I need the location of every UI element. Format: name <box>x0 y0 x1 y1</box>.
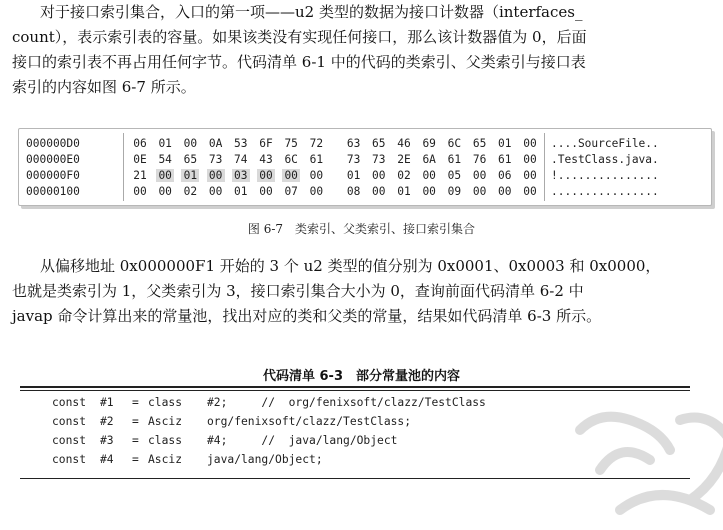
hex-byte: 63 <box>346 137 361 150</box>
hex-byte: 01 <box>397 185 411 198</box>
listing-top-rule <box>20 386 690 388</box>
hex-offset: 00000100 <box>26 185 80 198</box>
code-constant-type: class <box>148 396 183 409</box>
hex-ascii: .TestClass.java. <box>551 153 659 166</box>
hex-dump-figure <box>18 128 712 206</box>
hex-byte: 00 <box>523 137 537 150</box>
hex-byte: 6C <box>447 137 462 150</box>
hex-row <box>19 185 711 201</box>
hex-byte: 09 <box>447 185 462 198</box>
code-constant-index: #1 <box>100 396 114 409</box>
publisher-seal-watermark <box>560 390 723 530</box>
hex-byte: 01 <box>234 185 248 198</box>
hex-byte: 61 <box>447 153 462 166</box>
hex-row <box>19 153 711 169</box>
hex-byte: 53 <box>234 137 248 150</box>
analysis-line: 也就是类索引为 1，父类索引为 3，接口索引集合大小为 0，查询前面代码清单 6-2 中 <box>12 282 584 300</box>
hex-ascii: !............... <box>551 169 659 182</box>
hex-row <box>19 169 711 185</box>
hex-byte: 00 <box>282 169 300 182</box>
hex-byte: 74 <box>234 153 248 166</box>
hex-byte: 02 <box>183 185 198 198</box>
intro-line: 接口的索引表不再占用任何字节。代码清单 6-1 中的代码的类索引、父类索引与接口表 <box>12 53 586 71</box>
hex-byte: 46 <box>397 137 411 150</box>
hex-byte: 21 <box>133 169 147 182</box>
hex-byte: 08 <box>346 185 361 198</box>
analysis-paragraph <box>12 254 712 329</box>
code-keyword: const <box>52 453 87 466</box>
hex-byte: 73 <box>208 153 223 166</box>
intro-line: 索引的内容如图 6-7 所示。 <box>12 78 196 96</box>
hex-byte: 00 <box>523 185 537 198</box>
hex-byte: 01 <box>346 169 361 182</box>
code-constant-index: #4 <box>100 453 114 466</box>
code-equals: = <box>132 415 139 428</box>
hex-offset: 000000D0 <box>26 137 80 150</box>
intro-paragraph <box>12 0 712 100</box>
hex-byte: 73 <box>372 153 386 166</box>
hex-byte: 0E <box>133 153 147 166</box>
hex-byte: 0A <box>208 137 223 150</box>
hex-byte: 01 <box>498 137 512 150</box>
hex-byte: 73 <box>346 153 361 166</box>
code-constant-value: org/fenixsoft/clazz/TestClass; <box>207 415 412 428</box>
hex-byte: 43 <box>259 153 273 166</box>
hex-row <box>19 137 711 153</box>
code-constant-value: #4; // java/lang/Object <box>207 434 398 447</box>
hex-byte: 75 <box>284 137 298 150</box>
hex-ascii: ....SourceFile.. <box>551 137 659 150</box>
hex-byte: 6C <box>284 153 298 166</box>
hex-byte: 00 <box>259 185 273 198</box>
hex-byte: 06 <box>498 169 512 182</box>
hex-byte: 00 <box>498 185 512 198</box>
hex-byte: 65 <box>372 137 386 150</box>
code-constant-value: java/lang/Object; <box>207 453 323 466</box>
hex-byte: 61 <box>309 153 324 166</box>
code-equals: = <box>132 396 139 409</box>
hex-byte: 01 <box>181 169 199 182</box>
hex-byte: 61 <box>498 153 512 166</box>
analysis-line: 从偏移地址 0x000000F1 开始的 3 个 u2 类型的值分别为 0x0001、0x0003 和 0x0000， <box>40 257 661 275</box>
intro-line: count），表示索引表的容量。如果该类没有实现任何接口，那么该计数器值为 0，后面 <box>12 28 587 46</box>
hex-byte: 00 <box>422 185 436 198</box>
code-constant-type: Asciz <box>148 415 183 428</box>
hex-byte: 00 <box>523 153 537 166</box>
hex-offset: 000000E0 <box>26 153 80 166</box>
code-constant-type: Asciz <box>148 453 183 466</box>
hex-byte: 00 <box>207 169 225 182</box>
hex-byte: 54 <box>158 153 172 166</box>
code-constant-index: #2 <box>100 415 114 428</box>
hex-byte: 00 <box>372 169 386 182</box>
hex-byte: 76 <box>472 153 487 166</box>
hex-byte: 00 <box>372 185 386 198</box>
listing-header-rule <box>20 390 690 391</box>
hex-byte: 2E <box>397 153 411 166</box>
hex-byte: 06 <box>133 137 147 150</box>
code-equals: = <box>132 453 139 466</box>
hex-byte: 01 <box>158 137 172 150</box>
hex-byte: 65 <box>472 137 487 150</box>
hex-byte: 00 <box>422 169 436 182</box>
hex-byte: 00 <box>133 185 147 198</box>
hex-byte: 6F <box>259 137 273 150</box>
hex-offset: 000000F0 <box>26 169 80 182</box>
listing-bottom-rule <box>20 478 690 479</box>
hex-byte: 00 <box>472 185 487 198</box>
analysis-line: javap 命令计算出来的常量池，找出对应的类和父类的常量，结果如代码清单 6-3 所示。 <box>12 307 602 325</box>
hex-byte: 65 <box>183 153 198 166</box>
hex-byte: 00 <box>158 185 172 198</box>
code-keyword: const <box>52 415 87 428</box>
hex-byte: 00 <box>208 185 223 198</box>
hex-byte: 02 <box>397 169 411 182</box>
hex-byte: 07 <box>284 185 298 198</box>
code-constant-value: #2; // org/fenixsoft/clazz/TestClass <box>207 396 486 409</box>
code-keyword: const <box>52 396 87 409</box>
code-keyword: const <box>52 434 87 447</box>
listing-title: 代码清单 6-3 部分常量池的内容 <box>262 369 460 384</box>
hex-byte: 00 <box>523 169 537 182</box>
hex-byte: 00 <box>257 169 275 182</box>
hex-byte: 00 <box>309 185 324 198</box>
hex-byte: 00 <box>156 169 174 182</box>
code-constant-type: class <box>148 434 183 447</box>
hex-byte: 00 <box>309 169 324 182</box>
code-equals: = <box>132 434 139 447</box>
hex-byte: 03 <box>232 169 250 182</box>
hex-byte: 00 <box>183 137 198 150</box>
figure-caption: 图 6-7 类索引、父类索引、接口索引集合 <box>247 222 476 236</box>
intro-line: 对于接口索引集合，入口的第一项——u2 类型的数据为接口计数器（interfaces_ <box>40 3 583 21</box>
hex-ascii: ................ <box>551 185 659 198</box>
hex-byte: 00 <box>472 169 487 182</box>
hex-byte: 72 <box>309 137 324 150</box>
hex-byte: 6A <box>422 153 436 166</box>
hex-byte: 05 <box>447 169 462 182</box>
hex-byte: 69 <box>422 137 436 150</box>
code-constant-index: #3 <box>100 434 114 447</box>
